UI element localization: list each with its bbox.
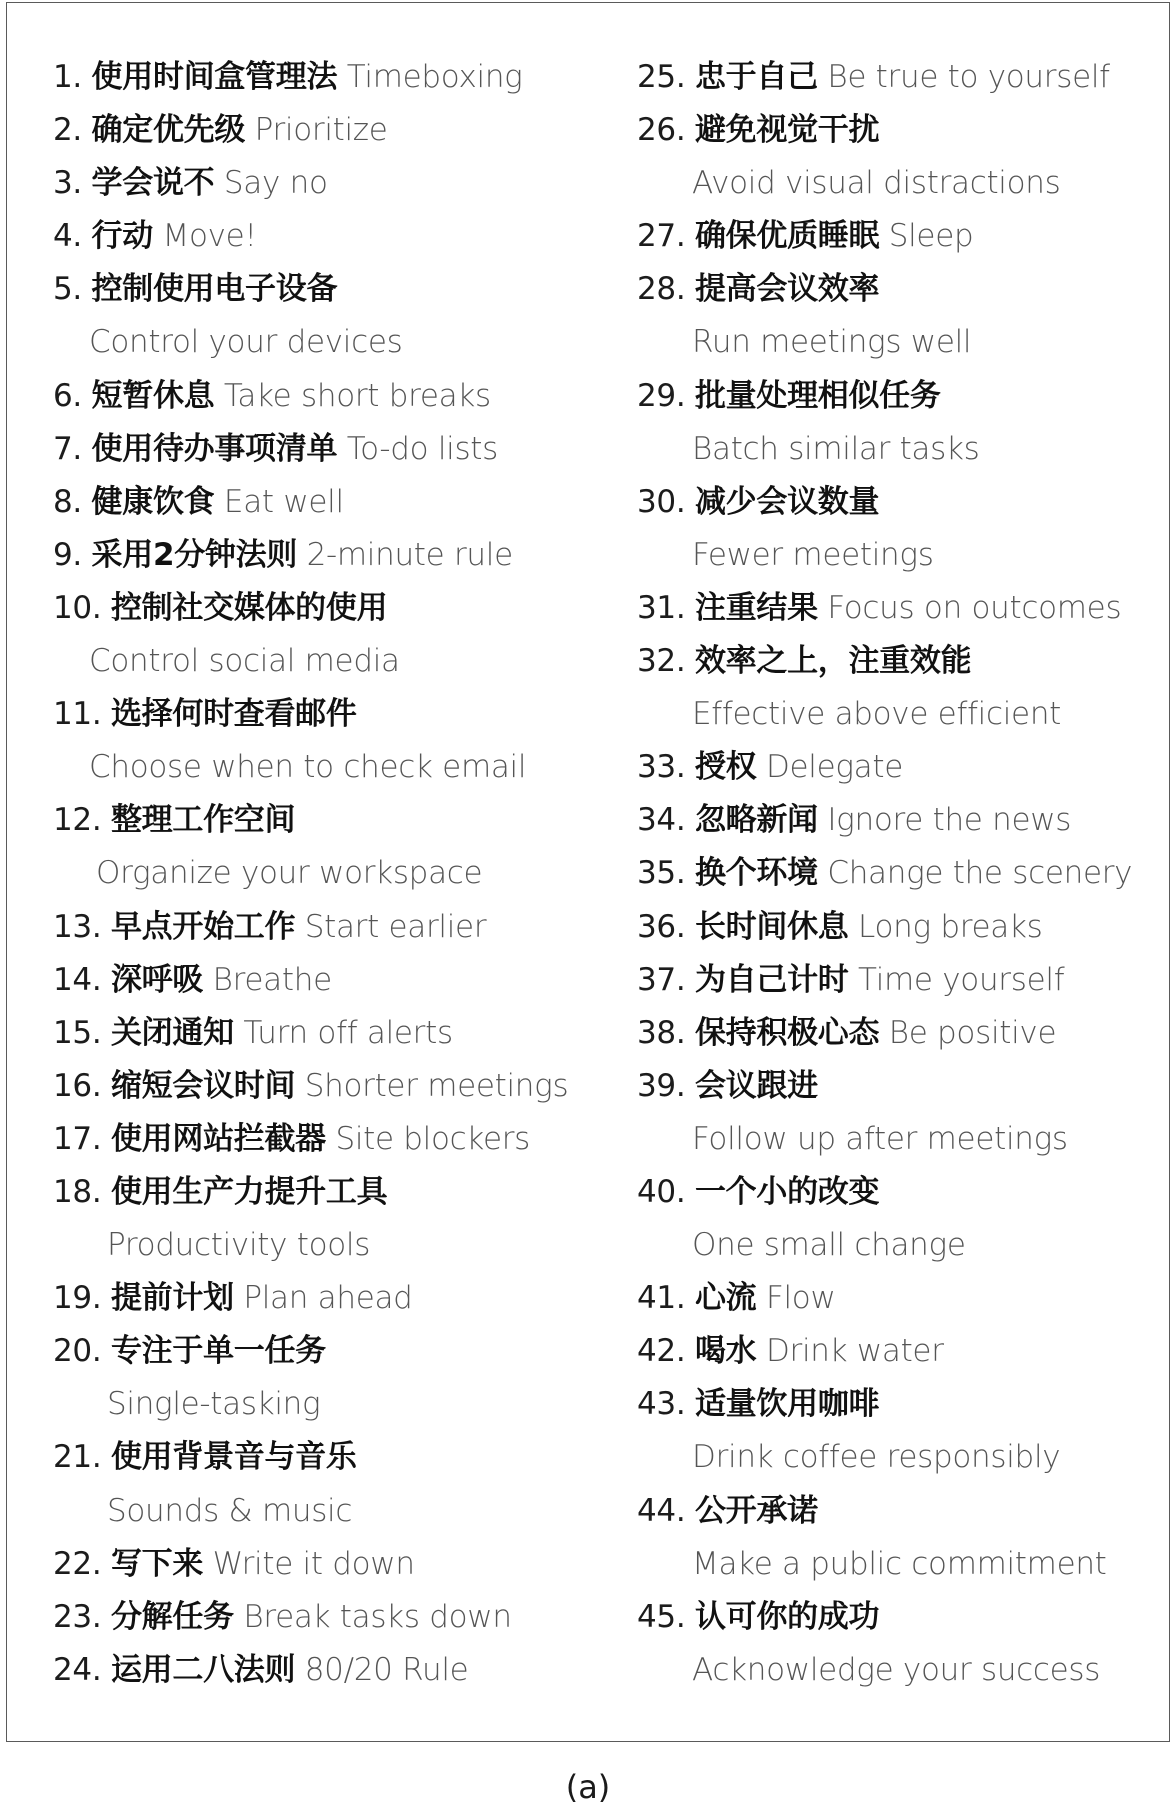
- tip-english-text: To-do lists: [346, 430, 498, 467]
- tip-item-continuation: [53, 741, 593, 794]
- tip-item-continuation: [53, 1378, 593, 1431]
- tip-chinese-text: 适量饮用咖啡: [694, 1386, 880, 1423]
- tip-english-text: Turn off alerts: [243, 1014, 453, 1051]
- tip-chinese-text: 授权: [694, 749, 757, 786]
- tip-item: [53, 688, 593, 741]
- tip-chinese-text: 换个环境: [694, 855, 818, 892]
- tip-item: [637, 1325, 1167, 1378]
- tip-number: 27.: [637, 218, 686, 255]
- tip-english-text: Avoid visual distractions: [692, 165, 1061, 202]
- tip-item: [637, 104, 1167, 157]
- tip-item-continuation: [53, 847, 593, 900]
- tip-number: 9.: [53, 536, 82, 573]
- tip-number: 3.: [53, 165, 82, 202]
- tip-chinese-text: 批量处理相似任务: [694, 377, 941, 414]
- tip-chinese-text: 长时间休息: [694, 908, 849, 945]
- tip-item: [53, 1060, 593, 1113]
- tip-item: [53, 104, 593, 157]
- tip-number: 14.: [53, 961, 102, 998]
- tip-number: 43.: [637, 1386, 686, 1423]
- tip-english-text: Drink water: [765, 1333, 944, 1370]
- tip-chinese-text: 避免视觉干扰: [694, 112, 880, 149]
- tip-english-text: Change the scenery: [827, 855, 1133, 892]
- tip-item-continuation: [53, 635, 593, 688]
- tip-chinese-text: 会议跟进: [694, 1067, 818, 1104]
- tip-number: 5.: [53, 271, 82, 308]
- tip-item: [637, 1378, 1167, 1431]
- tip-english-text: Control social media: [89, 643, 400, 680]
- tip-english-text: Ignore the news: [827, 802, 1072, 839]
- tip-item: [53, 1644, 593, 1697]
- tip-number: 31.: [637, 589, 686, 626]
- tip-english-text: Delegate: [765, 749, 903, 786]
- figure-caption: (a): [565, 1768, 611, 1806]
- tip-chinese-text: 喝水: [694, 1333, 757, 1370]
- tip-number: 30.: [637, 483, 686, 520]
- tip-chinese-text: 分解任务: [110, 1598, 234, 1635]
- tip-item: [53, 954, 593, 1007]
- tip-item: [637, 1591, 1167, 1644]
- tip-english-text: Eat well: [223, 483, 344, 520]
- tip-number: 20.: [53, 1333, 102, 1370]
- tip-english-text: Fewer meetings: [692, 536, 934, 573]
- tip-number: 6.: [53, 377, 82, 414]
- tips-list-left: [53, 51, 593, 1697]
- tip-english-text: Break tasks down: [243, 1598, 512, 1635]
- tip-number: 24.: [53, 1651, 102, 1688]
- tip-english-text: Run meetings well: [692, 324, 972, 361]
- tip-chinese-text: 心流: [694, 1280, 757, 1317]
- tip-number: 34.: [637, 802, 686, 839]
- tip-item: [637, 635, 1167, 688]
- tip-english-text: Be positive: [888, 1014, 1057, 1051]
- tip-chinese-text: 控制使用电子设备: [91, 271, 338, 308]
- tip-chinese-text: 运用二八法则: [110, 1651, 296, 1688]
- tip-item: [53, 794, 593, 847]
- tip-item: [53, 1007, 593, 1060]
- tip-number: 8.: [53, 483, 82, 520]
- tip-english-text: Long breaks: [858, 908, 1043, 945]
- tip-english-text: Productivity tools: [107, 1227, 371, 1264]
- tip-item: [637, 582, 1167, 635]
- tip-number: 41.: [637, 1280, 686, 1317]
- document-frame: [6, 2, 1170, 1742]
- tip-english-text: Organize your workspace: [96, 855, 483, 892]
- tip-chinese-text: 健康饮食: [91, 483, 215, 520]
- tip-number: 42.: [637, 1333, 686, 1370]
- tip-english-text: Be true to yourself: [827, 59, 1110, 95]
- tip-number: 33.: [637, 749, 686, 786]
- tip-item: [53, 529, 593, 582]
- tip-item: [53, 263, 593, 316]
- tip-number: 1.: [53, 59, 82, 95]
- tip-number: 44.: [637, 1492, 686, 1529]
- tip-chinese-text: 深呼吸: [110, 961, 204, 998]
- tip-chinese-text: 减少会议数量: [694, 483, 880, 520]
- tips-list-right: [637, 51, 1167, 1697]
- tip-english-text: Plan ahead: [243, 1280, 413, 1317]
- tip-chinese-text: 关闭通知: [110, 1014, 234, 1051]
- tip-number: 38.: [637, 1014, 686, 1051]
- tip-item-continuation: [53, 1219, 593, 1272]
- tip-item: [637, 847, 1167, 900]
- tip-chinese-text: 使用网站拦截器: [110, 1120, 326, 1157]
- tip-item: [53, 51, 593, 104]
- tip-item: [637, 901, 1167, 954]
- tip-english-text: Single-tasking: [107, 1386, 321, 1423]
- tip-english-text: Breathe: [212, 961, 332, 998]
- tip-chinese-text: 行动: [91, 218, 153, 255]
- tip-number: 2.: [53, 112, 82, 149]
- tip-number: 10.: [53, 589, 102, 626]
- tip-chinese-text: 效率之上，注重效能: [694, 643, 972, 680]
- tip-chinese-text: 使用生产力提升工具: [110, 1173, 388, 1210]
- tip-item: [637, 210, 1167, 263]
- tip-number: 25.: [637, 59, 686, 95]
- tip-chinese-text: 提高会议效率: [694, 271, 880, 308]
- tip-number: 18.: [53, 1173, 102, 1210]
- tip-english-text: Focus on outcomes: [827, 589, 1122, 626]
- tip-item: [53, 1166, 593, 1219]
- tip-english-text: Sleep: [888, 218, 974, 255]
- tip-item: [637, 263, 1167, 316]
- tip-item-continuation: [637, 1113, 1167, 1166]
- tip-number: 40.: [637, 1173, 686, 1210]
- tip-english-text: Write it down: [212, 1545, 415, 1582]
- tip-chinese-text: 认可你的成功: [694, 1598, 880, 1635]
- tip-number: 21.: [53, 1439, 102, 1476]
- tip-item: [637, 954, 1167, 1007]
- tip-chinese-text: 缩短会议时间: [110, 1067, 296, 1104]
- tip-chinese-text: 确保优质睡眠: [694, 218, 880, 255]
- tip-number: 22.: [53, 1545, 102, 1582]
- tip-english-text: 80/20 Rule: [304, 1651, 469, 1688]
- tip-item: [53, 901, 593, 954]
- tip-item-continuation: [53, 316, 593, 369]
- tip-item: [53, 476, 593, 529]
- tip-chinese-text: 写下来: [110, 1545, 204, 1582]
- tip-item: [637, 794, 1167, 847]
- tip-chinese-text: 使用时间盒管理法: [91, 59, 338, 95]
- tip-item: [53, 1591, 593, 1644]
- tip-item: [637, 741, 1167, 794]
- tip-number: 4.: [53, 218, 82, 255]
- tip-item-continuation: [637, 1644, 1167, 1697]
- tip-chinese-text: 选择何时查看邮件: [110, 696, 357, 733]
- tip-item: [53, 210, 593, 263]
- tip-chinese-text: 忠于自己: [694, 59, 818, 95]
- tip-item-continuation: [637, 423, 1167, 476]
- tip-english-text: Drink coffee responsibly: [692, 1439, 1061, 1476]
- tip-english-text: Take short breaks: [223, 377, 491, 414]
- tip-chinese-text: 控制社交媒体的使用: [110, 589, 388, 626]
- tip-chinese-text: 学会说不: [91, 165, 215, 202]
- tip-item: [637, 1272, 1167, 1325]
- tip-chinese-text: 注重结果: [694, 589, 818, 626]
- tip-english-text: Time yourself: [858, 961, 1065, 998]
- tip-number: 45.: [637, 1598, 686, 1635]
- tip-english-text: Shorter meetings: [304, 1067, 569, 1104]
- tip-item: [637, 1166, 1167, 1219]
- tip-item: [53, 1538, 593, 1591]
- tip-number: 7.: [53, 430, 82, 467]
- tip-item: [637, 370, 1167, 423]
- tip-english-text: Sounds & music: [107, 1492, 353, 1529]
- tip-number: 32.: [637, 643, 686, 680]
- tip-english-text: Flow: [765, 1280, 836, 1317]
- tip-item: [53, 582, 593, 635]
- tip-chinese-text: 使用待办事项清单: [91, 430, 338, 467]
- tip-number: 19.: [53, 1280, 102, 1317]
- tip-chinese-text: 忽略新闻: [694, 802, 818, 839]
- tip-english-text: Follow up after meetings: [692, 1120, 1068, 1157]
- tip-english-text: 2-minute rule: [306, 536, 513, 573]
- tip-item: [53, 1113, 593, 1166]
- tip-item-continuation: [637, 1431, 1167, 1484]
- tip-item-continuation: [637, 157, 1167, 210]
- tip-chinese-text: 一个小的改变: [694, 1173, 880, 1210]
- tip-item: [53, 157, 593, 210]
- tip-english-text: Effective above efficient: [692, 696, 1062, 733]
- tip-item: [53, 423, 593, 476]
- tip-item: [53, 1325, 593, 1378]
- tip-number: 17.: [53, 1120, 102, 1157]
- tip-english-text: Start earlier: [304, 908, 487, 945]
- tip-chinese-text: 采用2分钟法则: [91, 536, 298, 573]
- tip-item: [637, 1485, 1167, 1538]
- tip-item: [637, 1007, 1167, 1060]
- tip-chinese-text: 公开承诺: [694, 1492, 818, 1529]
- tip-number: 11.: [53, 696, 102, 733]
- tip-item-continuation: [637, 688, 1167, 741]
- tip-chinese-text: 确定优先级: [91, 112, 246, 149]
- tip-item: [53, 1272, 593, 1325]
- tip-english-text: Prioritize: [254, 112, 388, 149]
- tip-number: 39.: [637, 1067, 686, 1104]
- tip-number: 26.: [637, 112, 686, 149]
- tip-item: [637, 476, 1167, 529]
- tip-number: 13.: [53, 908, 102, 945]
- tip-number: 35.: [637, 855, 686, 892]
- tip-english-text: Timeboxing: [346, 59, 523, 95]
- tip-chinese-text: 保持积极心态: [694, 1014, 880, 1051]
- tip-item: [637, 51, 1167, 104]
- tip-number: 28.: [637, 271, 686, 308]
- tip-number: 23.: [53, 1598, 102, 1635]
- tip-number: 12.: [53, 802, 102, 839]
- tip-number: 15.: [53, 1014, 102, 1051]
- tip-chinese-text: 专注于单一任务: [110, 1333, 326, 1370]
- tip-item-continuation: [637, 1538, 1167, 1591]
- tip-chinese-text: 早点开始工作: [110, 908, 296, 945]
- tip-chinese-text: 整理工作空间: [110, 802, 296, 839]
- tip-english-text: Acknowledge your success: [692, 1651, 1101, 1688]
- tip-english-text: Make a public commitment: [692, 1545, 1107, 1582]
- tip-number: 37.: [637, 961, 686, 998]
- tip-chinese-text: 使用背景音与音乐: [110, 1439, 357, 1476]
- tip-item: [53, 370, 593, 423]
- tip-english-text: Say no: [223, 165, 328, 202]
- tip-item-continuation: [637, 1219, 1167, 1272]
- tip-english-text: One small change: [692, 1227, 966, 1264]
- tip-item: [53, 1431, 593, 1484]
- tip-chinese-text: 为自己计时: [694, 961, 849, 998]
- tip-chinese-text: 短暂休息: [91, 377, 215, 414]
- tip-english-text: Batch similar tasks: [692, 430, 980, 467]
- tip-number: 16.: [53, 1067, 102, 1104]
- tip-number: 29.: [637, 377, 686, 414]
- tip-english-text: Site blockers: [335, 1120, 531, 1157]
- tip-english-text: Choose when to check email: [89, 749, 527, 786]
- tip-item: [637, 1060, 1167, 1113]
- tip-number: 36.: [637, 908, 686, 945]
- tip-english-text: Control your devices: [89, 324, 403, 361]
- tip-item-continuation: [637, 316, 1167, 369]
- tip-item-continuation: [53, 1485, 593, 1538]
- tip-chinese-text: 提前计划: [110, 1280, 234, 1317]
- tip-english-text: Move!: [162, 218, 257, 255]
- tip-item-continuation: [637, 529, 1167, 582]
